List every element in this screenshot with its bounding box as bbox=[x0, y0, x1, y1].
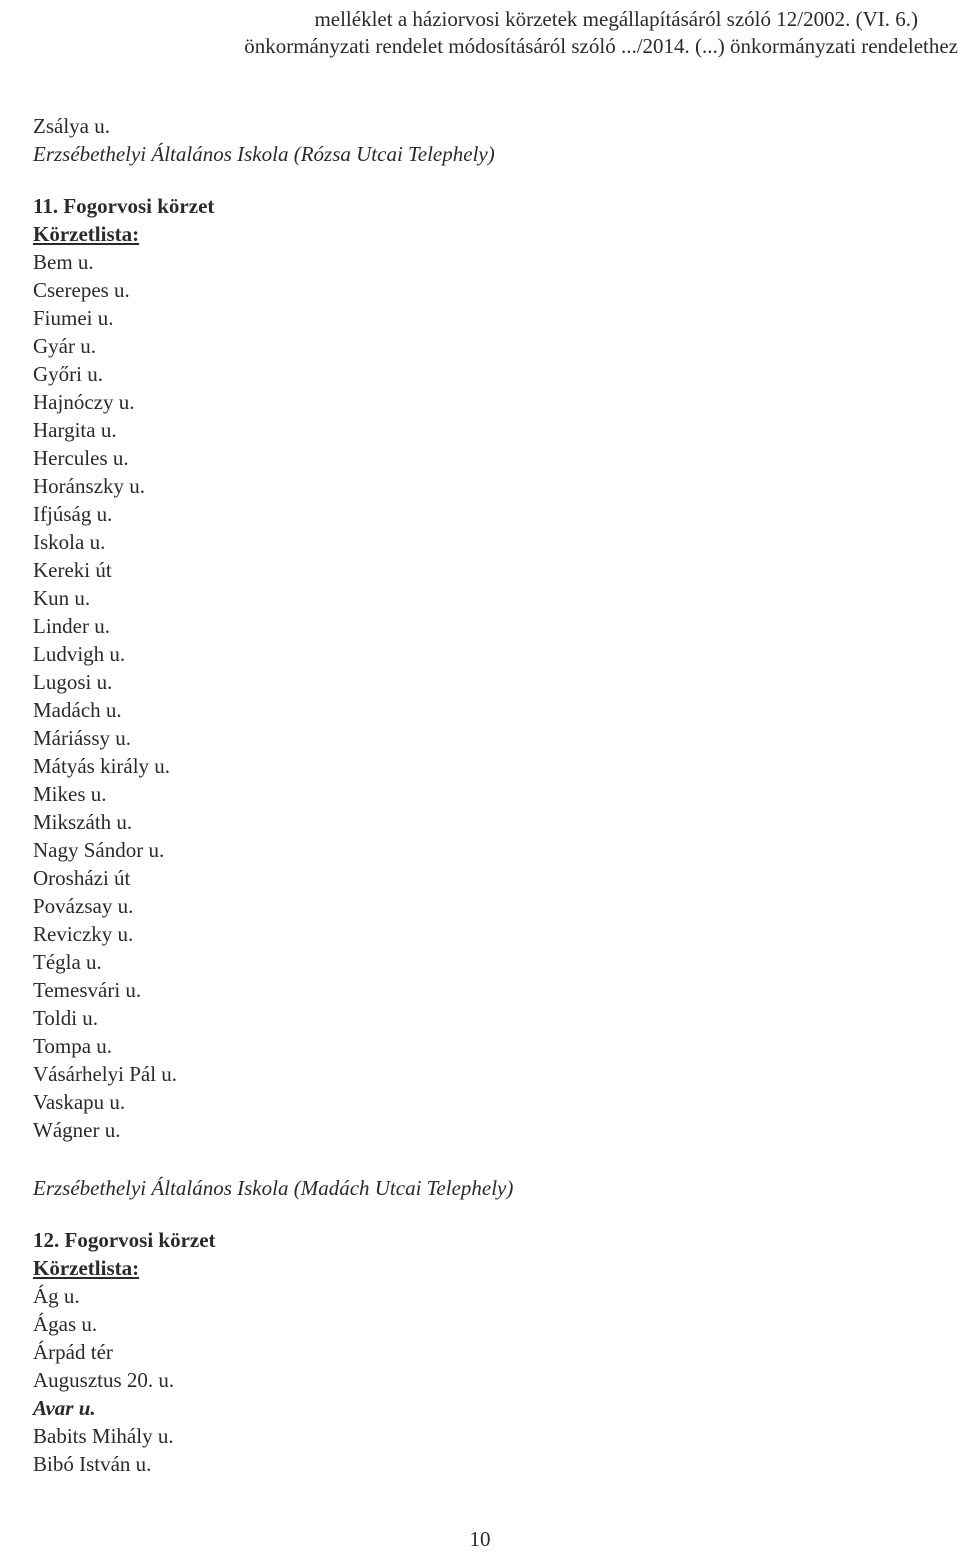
street-item: Mikszáth u. bbox=[33, 810, 133, 834]
street-item: Bibó István u. bbox=[33, 1452, 152, 1476]
spacer bbox=[33, 168, 933, 192]
district-11-title: 11. Fogorvosi körzet bbox=[33, 194, 215, 218]
street-item: Mikes u. bbox=[33, 782, 107, 806]
street-item: Kereki út bbox=[33, 558, 112, 582]
street-item: Tégla u. bbox=[33, 950, 102, 974]
street-item: Temesvári u. bbox=[33, 978, 142, 1002]
page-number: 10 bbox=[469, 1527, 491, 1551]
street-item: Babits Mihály u. bbox=[33, 1424, 174, 1448]
street-item: Orosházi út bbox=[33, 866, 131, 890]
street-item: Ágas u. bbox=[33, 1312, 98, 1336]
street-item: Nagy Sándor u. bbox=[33, 838, 165, 862]
street-item: Madách u. bbox=[33, 698, 122, 722]
street-item: Tompa u. bbox=[33, 1034, 113, 1058]
document-body bbox=[33, 112, 933, 1478]
street-item: Ludvigh u. bbox=[33, 642, 126, 666]
document-header bbox=[0, 6, 960, 60]
spacer bbox=[33, 1202, 933, 1226]
street-item: Iskola u. bbox=[33, 530, 106, 554]
street-item: Povázsay u. bbox=[33, 894, 134, 918]
street-item: Linder u. bbox=[33, 614, 110, 638]
street-item: Toldi u. bbox=[33, 1006, 99, 1030]
street-item: Bem u. bbox=[33, 250, 94, 274]
street-item: Vaskapu u. bbox=[33, 1090, 126, 1114]
street-item: Máriássy u. bbox=[33, 726, 131, 750]
district-11-street-list bbox=[33, 248, 933, 1144]
header-line-1: melléklet a háziorvosi körzetek megállapításáról szóló 12/2002. (VI. 6.) bbox=[314, 7, 918, 31]
street-item: Lugosi u. bbox=[33, 670, 113, 694]
street-item: Győri u. bbox=[33, 362, 103, 386]
street-item: Mátyás király u. bbox=[33, 754, 171, 778]
street-item: Kun u. bbox=[33, 586, 91, 610]
street-item: Augusztus 20. u. bbox=[33, 1368, 175, 1392]
district-12-street-list bbox=[33, 1282, 933, 1478]
district-11-list-label: Körzetlista: bbox=[33, 222, 140, 246]
street-item: Reviczky u. bbox=[33, 922, 134, 946]
street-item: Wágner u. bbox=[33, 1118, 121, 1142]
street-item: Hargita u. bbox=[33, 418, 117, 442]
street-item: Ifjúság u. bbox=[33, 502, 113, 526]
school-name-rozsa: Erzsébethelyi Általános Iskola (Rózsa Utcai Telephely) bbox=[33, 142, 495, 166]
street-item-zsalya: Zsálya u. bbox=[33, 114, 110, 138]
district-12-title: 12. Fogorvosi körzet bbox=[33, 1228, 216, 1252]
street-item: Vásárhelyi Pál u. bbox=[33, 1062, 178, 1086]
street-item: Gyár u. bbox=[33, 334, 96, 358]
street-item: Horánszky u. bbox=[33, 474, 145, 498]
street-item: Hercules u. bbox=[33, 446, 129, 470]
district-12-list-label: Körzetlista: bbox=[33, 1256, 140, 1280]
street-item: Avar u. bbox=[33, 1396, 96, 1420]
school-name-madach: Erzsébethelyi Általános Iskola (Madách Utcai Telephely) bbox=[33, 1176, 514, 1200]
header-line-2: önkormányzati rendelet módosításáról szóló .../2014. (...) önkormányzati rendelethez bbox=[244, 34, 958, 58]
street-item: Hajnóczy u. bbox=[33, 390, 135, 414]
street-item: Cserepes u. bbox=[33, 278, 130, 302]
spacer bbox=[33, 1144, 933, 1174]
street-item: Fiumei u. bbox=[33, 306, 114, 330]
street-item: Árpád tér bbox=[33, 1340, 113, 1364]
street-item: Ág u. bbox=[33, 1284, 80, 1308]
